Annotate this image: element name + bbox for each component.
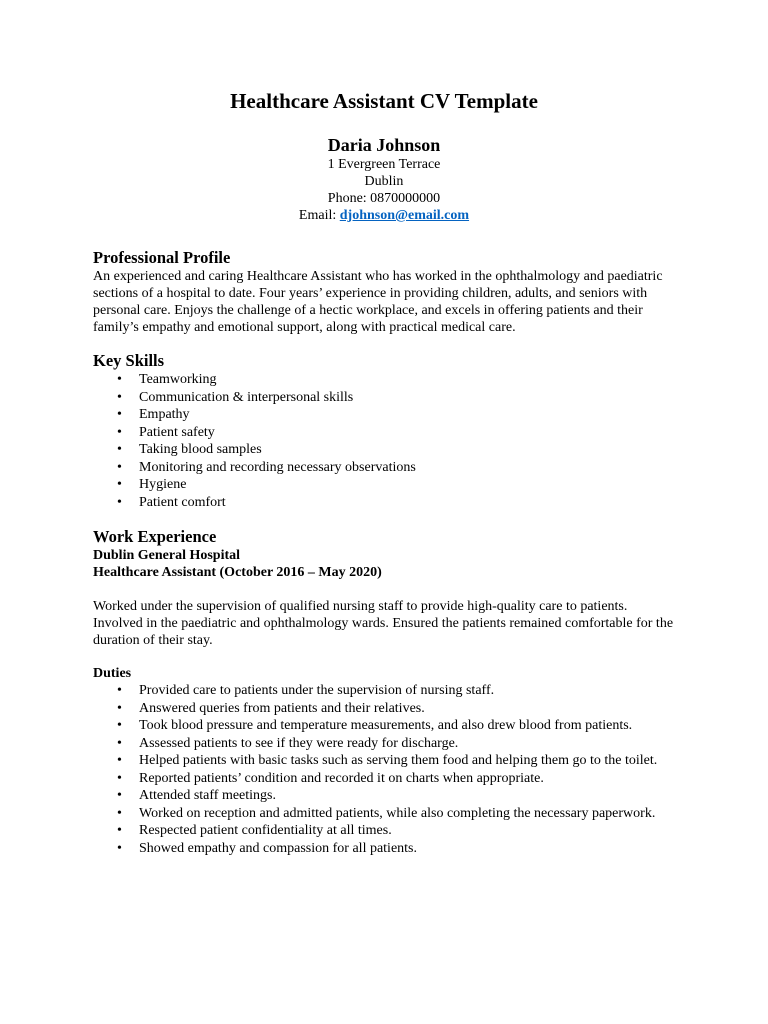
list-item: • Communication & interpersonal skills [139,389,675,407]
list-item: • Patient comfort [139,494,675,512]
list-item: • Provided care to patients under the supervision of nursing staff. [139,682,675,700]
list-item: • Taking blood samples [139,441,675,459]
list-item: • Respected patient confidentiality at all times. [139,822,675,840]
duties-list [93,682,675,857]
list-item: • Attended staff meetings. [139,787,675,805]
contact-header [93,134,675,224]
email-row [93,207,675,224]
skills-list [93,371,675,511]
work-description: Worked under the supervision of qualified nursing staff to provide high-quality care to patients. Involved in the paediatric and ophthalmology wards. Ensured the patients remained comfortable for the duration of their stay. [93,599,674,648]
list-item: • Monitoring and recording necessary observations [139,459,675,477]
list-item: • Worked on reception and admitted patients, while also completing the necessary paperwork. [139,805,675,823]
list-item: • Patient safety [139,424,675,442]
candidate-name: Daria Johnson [327,135,441,155]
email-label: Email: [298,208,340,223]
list-item: • Answered queries from patients and their relatives. [139,700,675,718]
list-item: • Hygiene [139,476,675,494]
email-link[interactable]: djohnson@email.com [339,208,470,223]
list-item: • Helped patients with basic tasks such as serving them food and helping them go to the toilet. [139,752,675,770]
job-role: Healthcare Assistant (October 2016 – May 2020) [93,565,382,580]
address-city: Dublin [364,174,404,189]
work-experience-section [93,527,675,857]
list-item: • Assessed patients to see if they were ready for discharge. [139,735,675,753]
skills-heading: Key Skills [93,351,165,370]
list-item: • Reported patients’ condition and recorded it on charts when appropriate. [139,770,675,788]
key-skills-section [93,351,675,511]
work-heading: Work Experience [93,527,217,546]
list-item: • Empathy [139,406,675,424]
duties-heading: Duties [93,666,132,681]
profile-heading: Professional Profile [93,248,231,267]
list-item: • Showed empathy and compassion for all patients. [139,840,675,858]
phone-number: Phone: 0870000000 [327,191,441,206]
profile-text: An experienced and caring Healthcare Assistant who has worked in the ophthalmology and paediatric sections of a hospital to date. Four years’ experience in providing children, adults, and seniors with personal care. Enjoys the challenge of a hectic workplace, and excels in offering patients and their family’s empathy and emotional support, along with practical medical care. [93,269,663,335]
professional-profile-section [93,248,675,336]
list-item: • Took blood pressure and temperature measurements, and also drew blood from patients. [139,717,675,735]
employer-name: Dublin General Hospital [93,548,241,563]
document-title: Healthcare Assistant CV Template [230,89,538,113]
address-street: 1 Evergreen Terrace [327,157,441,172]
list-item: • Teamworking [139,371,675,389]
